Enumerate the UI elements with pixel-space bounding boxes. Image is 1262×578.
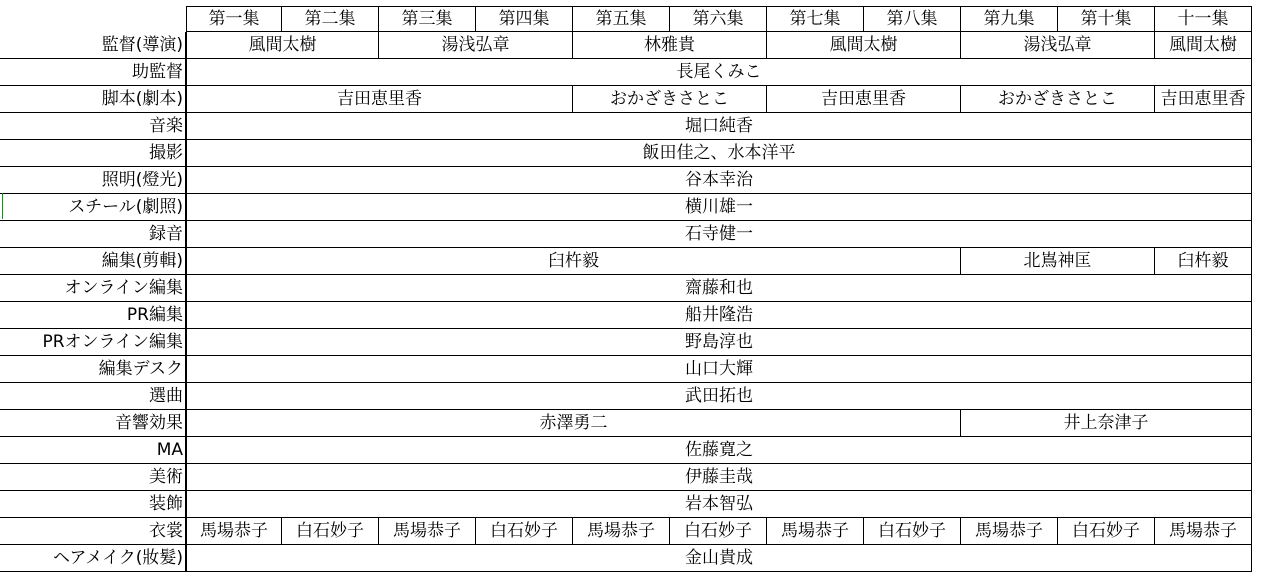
staff-name-cell[interactable]: 谷本幸治 <box>186 167 1252 194</box>
row-label[interactable]: PR編集 <box>0 302 186 329</box>
row-label[interactable]: 音響効果 <box>0 410 186 437</box>
column-header-episode[interactable]: 第七集 <box>767 6 864 32</box>
staff-name-cell[interactable]: 横川雄一 <box>186 194 1252 221</box>
staff-name-cell[interactable]: 馬場恭子 <box>186 518 282 545</box>
row-label[interactable]: オンライン編集 <box>0 275 186 302</box>
staff-name-cell[interactable]: 船井隆浩 <box>186 302 1252 329</box>
staff-name-cell[interactable]: 白石妙子 <box>1058 518 1155 545</box>
staff-name-cell[interactable]: 武田拓也 <box>186 383 1252 410</box>
staff-name-cell[interactable]: 臼杵毅 <box>186 248 961 275</box>
staff-name-cell[interactable]: 林雅貴 <box>573 32 767 59</box>
column-header-episode[interactable]: 第十集 <box>1058 6 1155 32</box>
staff-name-cell[interactable]: 井上奈津子 <box>961 410 1252 437</box>
staff-name-cell[interactable]: 長尾くみこ <box>186 59 1252 86</box>
staff-name-cell[interactable]: 馬場恭子 <box>1155 518 1252 545</box>
staff-name-cell[interactable]: 山口大輝 <box>186 356 1252 383</box>
staff-name-cell[interactable]: 佐藤寛之 <box>186 437 1252 464</box>
staff-name-cell[interactable]: 石寺健一 <box>186 221 1252 248</box>
row-label[interactable]: 助監督 <box>0 59 186 86</box>
column-header-episode[interactable]: 第九集 <box>961 6 1058 32</box>
column-header-episode[interactable]: 十一集 <box>1155 6 1252 32</box>
staff-name-cell[interactable]: 岩本智弘 <box>186 491 1252 518</box>
staff-name-cell[interactable]: 湯浅弘章 <box>379 32 573 59</box>
staff-name-cell[interactable]: 吉田恵里香 <box>1155 86 1252 113</box>
column-header-episode[interactable]: 第八集 <box>864 6 961 32</box>
row-label[interactable]: 選曲 <box>0 383 186 410</box>
staff-name-cell[interactable]: 馬場恭子 <box>379 518 476 545</box>
row-label[interactable]: 編集デスク <box>0 356 186 383</box>
staff-name-cell[interactable]: 風間太樹 <box>1155 32 1252 59</box>
row-label[interactable]: 監督(導演) <box>0 32 186 59</box>
row-label[interactable]: 編集(剪輯) <box>0 248 186 275</box>
staff-name-cell[interactable]: おかざきさとこ <box>573 86 767 113</box>
row-label[interactable]: 録音 <box>0 221 186 248</box>
active-cell-indicator <box>2 193 3 219</box>
staff-name-cell[interactable]: 馬場恭子 <box>573 518 670 545</box>
column-header-episode[interactable]: 第五集 <box>573 6 670 32</box>
column-header-episode[interactable]: 第二集 <box>282 6 379 32</box>
staff-name-cell[interactable]: 堀口純香 <box>186 113 1252 140</box>
row-label[interactable]: PRオンライン編集 <box>0 329 186 356</box>
staff-name-cell[interactable]: 白石妙子 <box>864 518 961 545</box>
staff-name-cell[interactable]: 白石妙子 <box>282 518 379 545</box>
row-label[interactable]: 美術 <box>0 464 186 491</box>
staff-name-cell[interactable]: 白石妙子 <box>670 518 767 545</box>
staff-name-cell[interactable]: 北嶌神匡 <box>961 248 1155 275</box>
row-label[interactable]: 衣裳 <box>0 518 186 545</box>
staff-name-cell[interactable]: 吉田恵里香 <box>767 86 961 113</box>
row-label[interactable]: MA <box>0 437 186 464</box>
staff-name-cell[interactable]: 馬場恭子 <box>961 518 1058 545</box>
staff-name-cell[interactable]: 金山貴成 <box>186 545 1252 572</box>
row-label[interactable]: 撮影 <box>0 140 186 167</box>
staff-name-cell[interactable]: 齋藤和也 <box>186 275 1252 302</box>
row-label[interactable]: 照明(燈光) <box>0 167 186 194</box>
staff-name-cell[interactable]: 臼杵毅 <box>1155 248 1252 275</box>
column-header-episode[interactable]: 第三集 <box>379 6 476 32</box>
row-label[interactable]: スチール(劇照) <box>0 194 186 221</box>
staff-name-cell[interactable]: 飯田佳之、水本洋平 <box>186 140 1252 167</box>
row-label[interactable]: 装飾 <box>0 491 186 518</box>
staff-name-cell[interactable]: おかざきさとこ <box>961 86 1155 113</box>
staff-name-cell[interactable]: 伊藤圭哉 <box>186 464 1252 491</box>
staff-name-cell[interactable]: 湯浅弘章 <box>961 32 1155 59</box>
staff-name-cell[interactable]: 風間太樹 <box>186 32 379 59</box>
column-header-episode[interactable]: 第四集 <box>476 6 573 32</box>
staff-name-cell[interactable]: 白石妙子 <box>476 518 573 545</box>
row-label[interactable]: ヘアメイク(妝髮) <box>0 545 186 572</box>
staff-name-cell[interactable]: 馬場恭子 <box>767 518 864 545</box>
column-header-episode[interactable]: 第一集 <box>186 6 282 32</box>
staff-name-cell[interactable]: 吉田恵里香 <box>186 86 573 113</box>
row-label[interactable]: 音楽 <box>0 113 186 140</box>
staff-name-cell[interactable]: 野島淳也 <box>186 329 1252 356</box>
staff-name-cell[interactable]: 赤澤勇二 <box>186 410 961 437</box>
column-header-episode[interactable]: 第六集 <box>670 6 767 32</box>
staff-name-cell[interactable]: 風間太樹 <box>767 32 961 59</box>
row-label[interactable]: 脚本(劇本) <box>0 86 186 113</box>
